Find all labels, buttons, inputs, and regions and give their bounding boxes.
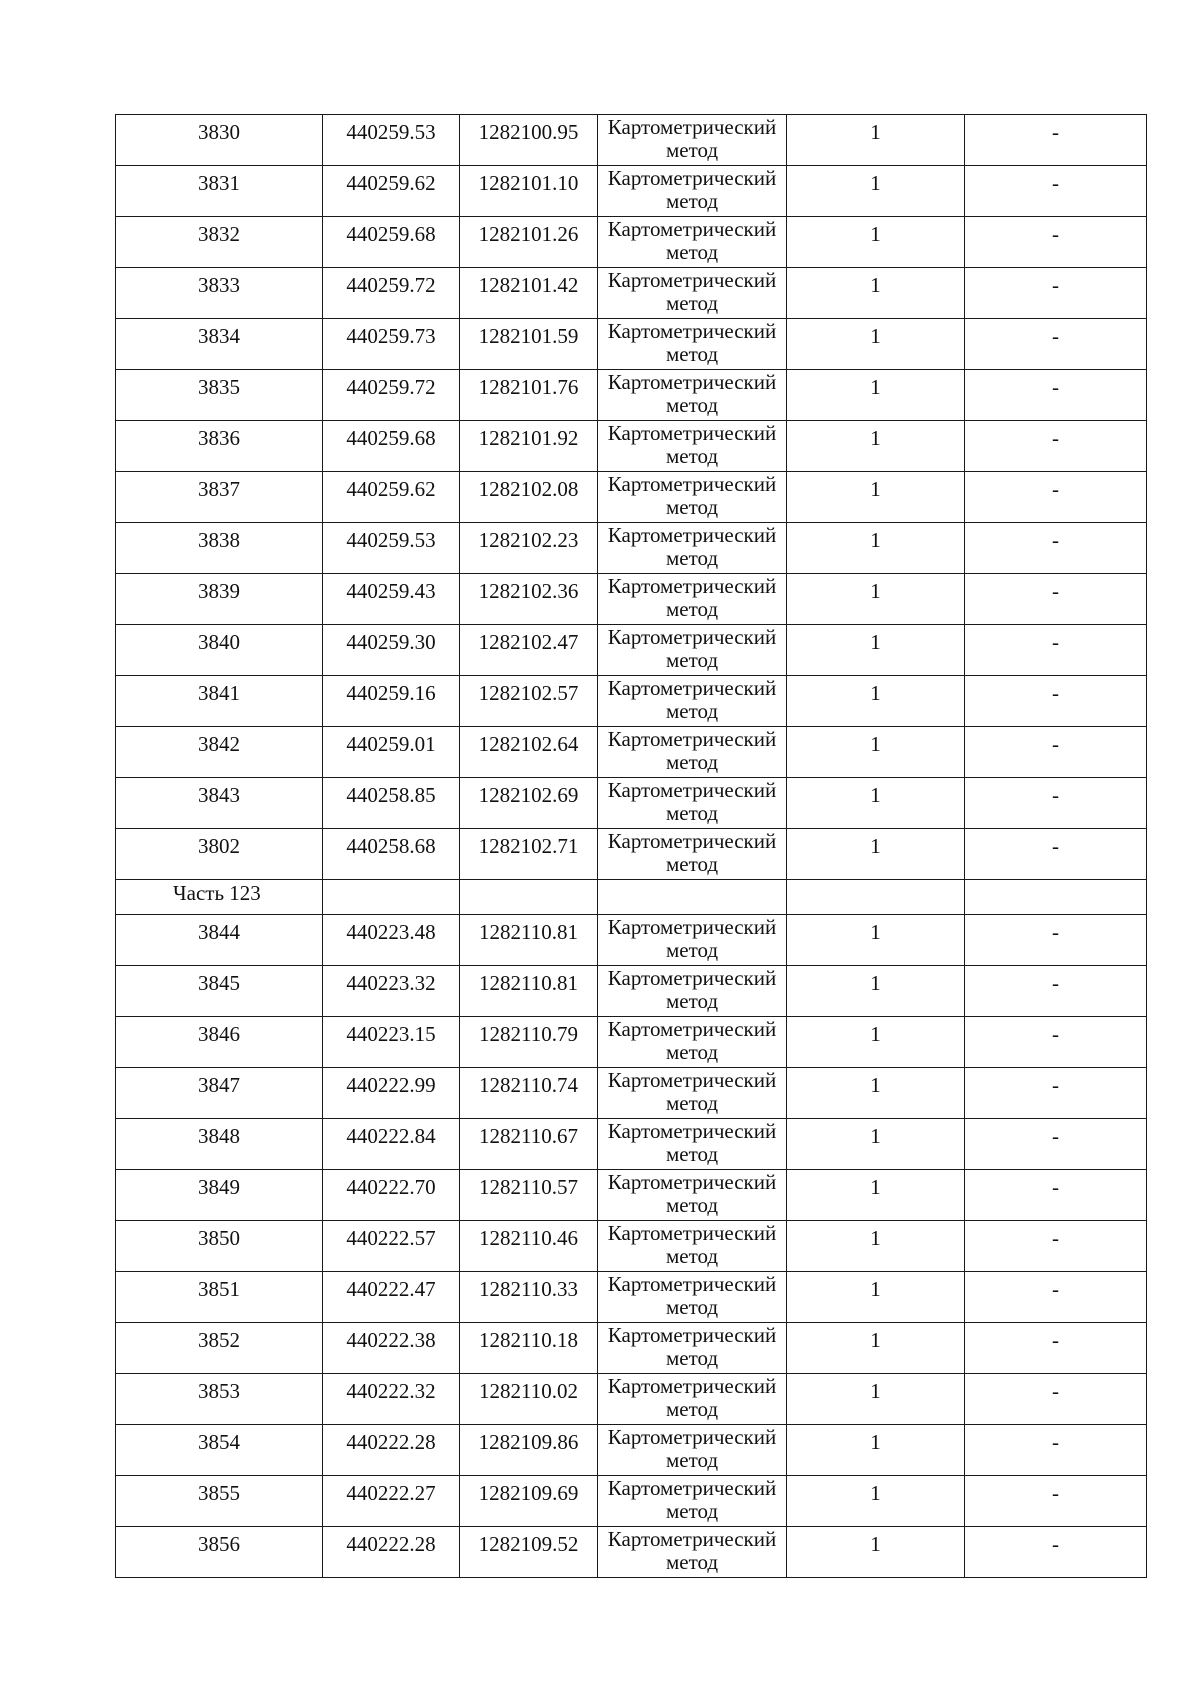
table-row (116, 727, 1147, 778)
accuracy-cell: 1 (787, 574, 965, 625)
accuracy-cell: 1 (787, 1221, 965, 1272)
x-coordinate-cell: 440223.48 (323, 915, 460, 966)
point-number-cell: 3854 (116, 1425, 323, 1476)
x-coordinate-cell: 440222.28 (323, 1527, 460, 1578)
x-coordinate-cell: 440222.38 (323, 1323, 460, 1374)
y-coordinate-cell: 1282110.67 (460, 1119, 598, 1170)
accuracy-cell: 1 (787, 472, 965, 523)
table-row (116, 915, 1147, 966)
table-body (116, 115, 1147, 1578)
point-number-cell: 3846 (116, 1017, 323, 1068)
section-label: Часть 123 (116, 880, 323, 915)
y-coordinate-cell: 1282110.18 (460, 1323, 598, 1374)
empty-cell (965, 880, 1147, 915)
description-cell: - (965, 268, 1147, 319)
description-cell: - (965, 523, 1147, 574)
y-coordinate-cell: 1282102.36 (460, 574, 598, 625)
accuracy-cell: 1 (787, 421, 965, 472)
x-coordinate-cell: 440222.32 (323, 1374, 460, 1425)
x-coordinate-cell: 440259.43 (323, 574, 460, 625)
method-line-2: метод (665, 699, 719, 723)
method-line-1: Картометрический (607, 472, 777, 496)
method-line-2: метод (665, 1550, 719, 1574)
point-number-cell: 3849 (116, 1170, 323, 1221)
accuracy-cell: 1 (787, 676, 965, 727)
method-cell (598, 268, 787, 319)
y-coordinate-cell: 1282102.64 (460, 727, 598, 778)
table-row (116, 1272, 1147, 1323)
method-line-1: Картометрический (607, 676, 777, 700)
table-row (116, 421, 1147, 472)
y-coordinate-cell: 1282101.59 (460, 319, 598, 370)
method-line-2: метод (665, 1244, 719, 1268)
point-number-cell: 3851 (116, 1272, 323, 1323)
point-number-cell: 3848 (116, 1119, 323, 1170)
method-line-1: Картометрический (607, 370, 777, 394)
section-row (116, 880, 1147, 915)
accuracy-cell: 1 (787, 1374, 965, 1425)
method-cell (598, 1017, 787, 1068)
point-number-cell: 3841 (116, 676, 323, 727)
method-line-2: метод (665, 648, 719, 672)
y-coordinate-cell: 1282110.57 (460, 1170, 598, 1221)
description-cell: - (965, 370, 1147, 421)
table-row (116, 319, 1147, 370)
method-cell (598, 966, 787, 1017)
method-line-1: Картометрический (607, 1119, 777, 1143)
table-row (116, 966, 1147, 1017)
method-line-2: метод (665, 1091, 719, 1115)
x-coordinate-cell: 440259.73 (323, 319, 460, 370)
description-cell: - (965, 1068, 1147, 1119)
accuracy-cell: 1 (787, 829, 965, 880)
table-row (116, 778, 1147, 829)
method-line-1: Картометрический (607, 166, 777, 190)
y-coordinate-cell: 1282110.33 (460, 1272, 598, 1323)
table-row (116, 1527, 1147, 1578)
method-line-2: метод (665, 393, 719, 417)
accuracy-cell: 1 (787, 1017, 965, 1068)
method-line-2: метод (665, 1499, 719, 1523)
method-cell (598, 1374, 787, 1425)
point-number-cell: 3831 (116, 166, 323, 217)
accuracy-cell: 1 (787, 268, 965, 319)
accuracy-cell: 1 (787, 1119, 965, 1170)
x-coordinate-cell: 440259.53 (323, 115, 460, 166)
method-cell (598, 829, 787, 880)
table-row (116, 676, 1147, 727)
x-coordinate-cell: 440222.47 (323, 1272, 460, 1323)
table-row (116, 1374, 1147, 1425)
y-coordinate-cell: 1282110.74 (460, 1068, 598, 1119)
coordinates-table (115, 114, 1147, 1578)
method-line-2: метод (665, 989, 719, 1013)
y-coordinate-cell: 1282110.46 (460, 1221, 598, 1272)
x-coordinate-cell: 440222.28 (323, 1425, 460, 1476)
y-coordinate-cell: 1282109.69 (460, 1476, 598, 1527)
accuracy-cell: 1 (787, 1425, 965, 1476)
point-number-cell: 3837 (116, 472, 323, 523)
point-number-cell: 3850 (116, 1221, 323, 1272)
x-coordinate-cell: 440259.68 (323, 217, 460, 268)
y-coordinate-cell: 1282110.79 (460, 1017, 598, 1068)
description-cell: - (965, 115, 1147, 166)
y-coordinate-cell: 1282110.81 (460, 915, 598, 966)
method-line-1: Картометрический (607, 1170, 777, 1194)
method-line-1: Картометрический (607, 1425, 777, 1449)
method-line-1: Картометрический (607, 778, 777, 802)
method-cell (598, 1323, 787, 1374)
method-line-1: Картометрический (607, 1323, 777, 1347)
table-row (116, 472, 1147, 523)
table-row (116, 1323, 1147, 1374)
accuracy-cell: 1 (787, 625, 965, 676)
method-cell (598, 727, 787, 778)
method-line-2: метод (665, 750, 719, 774)
method-line-1: Картометрический (607, 1068, 777, 1092)
table-row (116, 1068, 1147, 1119)
accuracy-cell: 1 (787, 217, 965, 268)
method-cell (598, 915, 787, 966)
accuracy-cell: 1 (787, 915, 965, 966)
description-cell: - (965, 727, 1147, 778)
description-cell: - (965, 574, 1147, 625)
accuracy-cell: 1 (787, 966, 965, 1017)
method-cell (598, 1272, 787, 1323)
accuracy-cell: 1 (787, 115, 965, 166)
accuracy-cell: 1 (787, 523, 965, 574)
x-coordinate-cell: 440259.72 (323, 370, 460, 421)
point-number-cell: 3835 (116, 370, 323, 421)
method-cell (598, 166, 787, 217)
point-number-cell: 3843 (116, 778, 323, 829)
method-cell (598, 1527, 787, 1578)
accuracy-cell: 1 (787, 1476, 965, 1527)
y-coordinate-cell: 1282101.26 (460, 217, 598, 268)
table-row (116, 574, 1147, 625)
point-number-cell: 3856 (116, 1527, 323, 1578)
table-row (116, 370, 1147, 421)
method-line-1: Картометрический (607, 421, 777, 445)
accuracy-cell: 1 (787, 1170, 965, 1221)
method-line-1: Картометрический (607, 1374, 777, 1398)
method-cell (598, 778, 787, 829)
y-coordinate-cell: 1282101.92 (460, 421, 598, 472)
accuracy-cell: 1 (787, 1068, 965, 1119)
accuracy-cell: 1 (787, 1272, 965, 1323)
method-line-1: Картометрический (607, 966, 777, 990)
method-line-1: Картометрический (607, 1017, 777, 1041)
point-number-cell: 3842 (116, 727, 323, 778)
x-coordinate-cell: 440259.53 (323, 523, 460, 574)
table-row (116, 1170, 1147, 1221)
description-cell: - (965, 472, 1147, 523)
method-line-2: метод (665, 1040, 719, 1064)
description-cell: - (965, 217, 1147, 268)
table-row (116, 829, 1147, 880)
point-number-cell: 3839 (116, 574, 323, 625)
table-row (116, 1119, 1147, 1170)
method-line-1: Картометрический (607, 1272, 777, 1296)
y-coordinate-cell: 1282101.76 (460, 370, 598, 421)
y-coordinate-cell: 1282102.08 (460, 472, 598, 523)
point-number-cell: 3836 (116, 421, 323, 472)
method-cell (598, 574, 787, 625)
point-number-cell: 3802 (116, 829, 323, 880)
description-cell: - (965, 778, 1147, 829)
description-cell: - (965, 1272, 1147, 1323)
method-line-1: Картометрический (607, 1476, 777, 1500)
method-line-2: метод (665, 138, 719, 162)
description-cell: - (965, 1017, 1147, 1068)
method-line-1: Картометрический (607, 829, 777, 853)
x-coordinate-cell: 440259.72 (323, 268, 460, 319)
y-coordinate-cell: 1282109.52 (460, 1527, 598, 1578)
method-cell (598, 1170, 787, 1221)
point-number-cell: 3844 (116, 915, 323, 966)
method-cell (598, 1425, 787, 1476)
method-line-2: метод (665, 444, 719, 468)
x-coordinate-cell: 440259.01 (323, 727, 460, 778)
method-line-2: метод (665, 495, 719, 519)
accuracy-cell: 1 (787, 166, 965, 217)
x-coordinate-cell: 440222.84 (323, 1119, 460, 1170)
x-coordinate-cell: 440222.27 (323, 1476, 460, 1527)
table-row (116, 1017, 1147, 1068)
point-number-cell: 3853 (116, 1374, 323, 1425)
description-cell: - (965, 421, 1147, 472)
table-row (116, 625, 1147, 676)
y-coordinate-cell: 1282101.42 (460, 268, 598, 319)
table-row (116, 268, 1147, 319)
method-cell (598, 523, 787, 574)
x-coordinate-cell: 440259.68 (323, 421, 460, 472)
description-cell: - (965, 829, 1147, 880)
method-line-2: метод (665, 1448, 719, 1472)
description-cell: - (965, 319, 1147, 370)
y-coordinate-cell: 1282110.81 (460, 966, 598, 1017)
method-line-1: Картометрический (607, 217, 777, 241)
x-coordinate-cell: 440222.57 (323, 1221, 460, 1272)
point-number-cell: 3840 (116, 625, 323, 676)
y-coordinate-cell: 1282102.23 (460, 523, 598, 574)
method-line-1: Картометрический (607, 115, 777, 139)
method-cell (598, 472, 787, 523)
accuracy-cell: 1 (787, 778, 965, 829)
empty-cell (598, 880, 787, 915)
y-coordinate-cell: 1282102.69 (460, 778, 598, 829)
method-line-2: метод (665, 1193, 719, 1217)
description-cell: - (965, 1221, 1147, 1272)
description-cell: - (965, 676, 1147, 727)
table-row (116, 166, 1147, 217)
point-number-cell: 3847 (116, 1068, 323, 1119)
method-line-2: метод (665, 546, 719, 570)
method-line-2: метод (665, 291, 719, 315)
y-coordinate-cell: 1282110.02 (460, 1374, 598, 1425)
description-cell: - (965, 1119, 1147, 1170)
point-number-cell: 3830 (116, 115, 323, 166)
method-cell (598, 217, 787, 268)
point-number-cell: 3852 (116, 1323, 323, 1374)
point-number-cell: 3855 (116, 1476, 323, 1527)
accuracy-cell: 1 (787, 319, 965, 370)
table-row (116, 523, 1147, 574)
x-coordinate-cell: 440258.85 (323, 778, 460, 829)
method-cell (598, 1068, 787, 1119)
point-number-cell: 3832 (116, 217, 323, 268)
description-cell: - (965, 1323, 1147, 1374)
accuracy-cell: 1 (787, 1323, 965, 1374)
accuracy-cell: 1 (787, 1527, 965, 1578)
point-number-cell: 3834 (116, 319, 323, 370)
method-line-2: метод (665, 342, 719, 366)
method-line-1: Картометрический (607, 915, 777, 939)
x-coordinate-cell: 440223.32 (323, 966, 460, 1017)
empty-cell (460, 880, 598, 915)
method-line-2: метод (665, 1295, 719, 1319)
method-cell (598, 421, 787, 472)
method-line-2: метод (665, 852, 719, 876)
method-line-2: метод (665, 240, 719, 264)
method-cell (598, 1221, 787, 1272)
method-line-1: Картометрический (607, 1221, 777, 1245)
x-coordinate-cell: 440258.68 (323, 829, 460, 880)
x-coordinate-cell: 440259.16 (323, 676, 460, 727)
method-line-1: Картометрический (607, 727, 777, 751)
x-coordinate-cell: 440222.70 (323, 1170, 460, 1221)
x-coordinate-cell: 440259.62 (323, 166, 460, 217)
description-cell: - (965, 1476, 1147, 1527)
method-cell (598, 115, 787, 166)
method-line-1: Картометрический (607, 523, 777, 547)
table-row (116, 1425, 1147, 1476)
method-line-1: Картометрический (607, 268, 777, 292)
method-line-2: метод (665, 801, 719, 825)
empty-cell (323, 880, 460, 915)
table-row (116, 217, 1147, 268)
accuracy-cell: 1 (787, 727, 965, 778)
y-coordinate-cell: 1282102.71 (460, 829, 598, 880)
point-number-cell: 3845 (116, 966, 323, 1017)
method-line-2: метод (665, 1346, 719, 1370)
method-line-2: метод (665, 597, 719, 621)
description-cell: - (965, 915, 1147, 966)
description-cell: - (965, 966, 1147, 1017)
method-cell (598, 625, 787, 676)
description-cell: - (965, 625, 1147, 676)
description-cell: - (965, 1425, 1147, 1476)
table-row (116, 1476, 1147, 1527)
y-coordinate-cell: 1282102.47 (460, 625, 598, 676)
description-cell: - (965, 1527, 1147, 1578)
empty-cell (787, 880, 965, 915)
point-number-cell: 3838 (116, 523, 323, 574)
method-line-2: метод (665, 938, 719, 962)
method-cell (598, 370, 787, 421)
method-line-1: Картометрический (607, 1527, 777, 1551)
description-cell: - (965, 1170, 1147, 1221)
x-coordinate-cell: 440222.99 (323, 1068, 460, 1119)
method-cell (598, 676, 787, 727)
x-coordinate-cell: 440223.15 (323, 1017, 460, 1068)
y-coordinate-cell: 1282100.95 (460, 115, 598, 166)
method-line-1: Картометрический (607, 574, 777, 598)
y-coordinate-cell: 1282102.57 (460, 676, 598, 727)
description-cell: - (965, 1374, 1147, 1425)
method-cell (598, 319, 787, 370)
method-line-2: метод (665, 189, 719, 213)
method-line-1: Картометрический (607, 319, 777, 343)
x-coordinate-cell: 440259.30 (323, 625, 460, 676)
method-line-2: метод (665, 1142, 719, 1166)
x-coordinate-cell: 440259.62 (323, 472, 460, 523)
point-number-cell: 3833 (116, 268, 323, 319)
method-cell (598, 1476, 787, 1527)
y-coordinate-cell: 1282101.10 (460, 166, 598, 217)
description-cell: - (965, 166, 1147, 217)
table-row (116, 115, 1147, 166)
y-coordinate-cell: 1282109.86 (460, 1425, 598, 1476)
method-cell (598, 1119, 787, 1170)
table-row (116, 1221, 1147, 1272)
method-line-1: Картометрический (607, 625, 777, 649)
method-line-2: метод (665, 1397, 719, 1421)
accuracy-cell: 1 (787, 370, 965, 421)
